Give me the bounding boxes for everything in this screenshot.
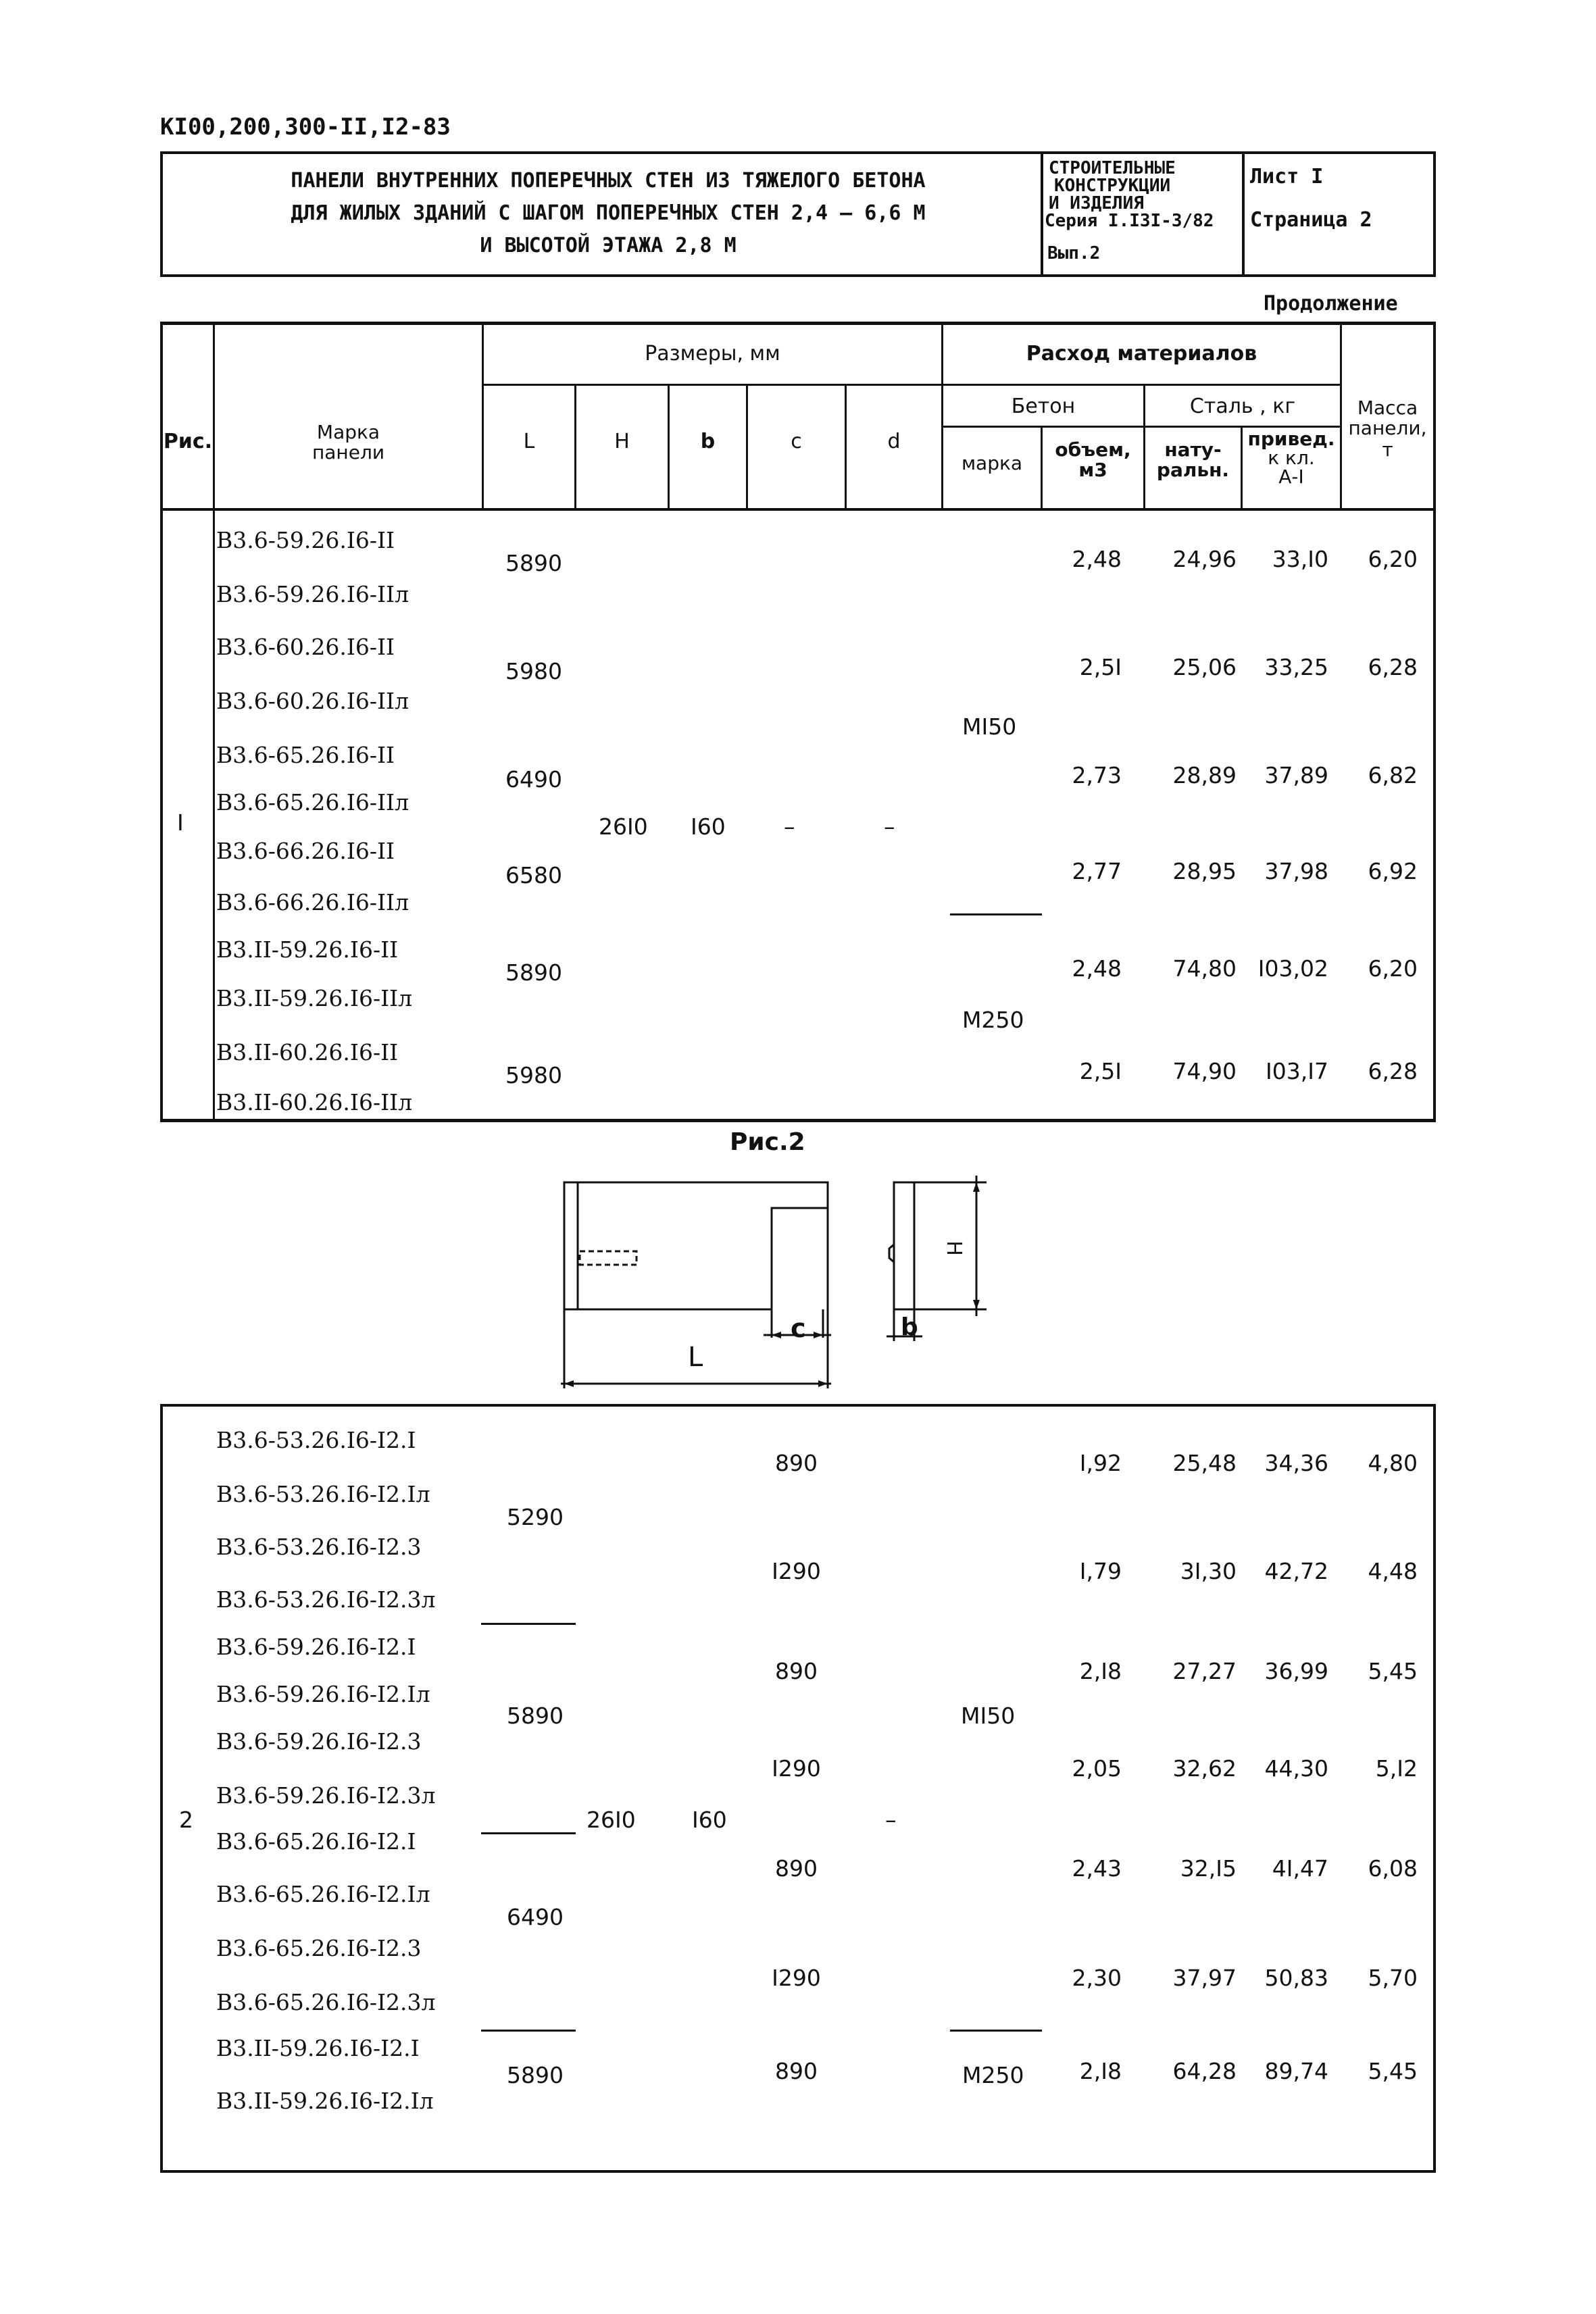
steel-reduced-value: 4I,47 <box>1272 1855 1328 1882</box>
list-item: В3.II-59.26.I6-II <box>216 936 399 963</box>
mass-value: 6,92 <box>1368 858 1418 884</box>
col-dimensions: Размеры, мм <box>645 342 780 366</box>
c-value: – <box>784 813 795 840</box>
list-item: В3.6-59.26.I6-I2.Iл <box>216 1681 430 1707</box>
mass-value: 5,70 <box>1368 1965 1418 1991</box>
title-line-3: И ВЫСОТОЙ ЭТАЖА 2,8 М <box>480 234 737 257</box>
steel-reduced-value: 37,89 <box>1264 762 1328 788</box>
c-value: I290 <box>772 1755 821 1782</box>
col-volume-l1: объем, <box>1055 438 1131 461</box>
mass-value: 6,20 <box>1368 955 1418 982</box>
col-fig: Рис. <box>163 430 213 453</box>
length-value: 5980 <box>505 658 562 684</box>
length-value: 5890 <box>505 959 562 986</box>
fig-number: I <box>177 809 184 836</box>
concrete-grade: М250 <box>962 2062 1024 2088</box>
col-grade: марка <box>961 452 1023 474</box>
volume-value: 2,I8 <box>1079 1658 1122 1684</box>
length-value: 5290 <box>507 1504 564 1530</box>
list-item: В3.II-59.26.I6-I2.I <box>216 2035 420 2061</box>
col-steel: Сталь , кг <box>1189 395 1296 418</box>
length-value: 6490 <box>505 766 562 793</box>
height-value: 26I0 <box>599 813 648 840</box>
mass-value: 6,82 <box>1368 762 1418 788</box>
length-value: 5890 <box>507 1703 564 1729</box>
list-item: В3.6-65.26.I6-I2.3 <box>216 1935 422 1961</box>
steel-natural-value: 27,27 <box>1172 1658 1237 1684</box>
volume-value: 2,48 <box>1072 955 1122 982</box>
panel-front-outline <box>564 1182 828 1309</box>
c-value: 890 <box>775 2058 818 2084</box>
table-border <box>160 1119 1436 1122</box>
list-item: В3.6-65.26.I6-I2.I <box>216 1828 416 1855</box>
continuation-label: Продолжение <box>1264 292 1398 316</box>
steel-natural-value: 28,89 <box>1172 762 1237 788</box>
c-value: 890 <box>775 1855 818 1882</box>
volume-value: 2,05 <box>1072 1755 1122 1782</box>
col-L: L <box>523 430 535 453</box>
panel-drawing <box>554 1169 1027 1399</box>
series-line-1: СТРОИТЕЛЬНЫЕ <box>1049 158 1176 178</box>
list-item: В3.6-65.26.I6-I2.3л <box>216 1989 436 2015</box>
list-item: В3.6-59.26.I6-IIл <box>216 581 409 607</box>
list-item: В3.6-59.26.I6-II <box>216 527 395 553</box>
d-value: – <box>884 813 895 840</box>
list-item: В3.6-59.26.I6-I2.3 <box>216 1728 422 1755</box>
volume-value: 2,5I <box>1079 1058 1122 1084</box>
steel-natural-value: 28,95 <box>1172 858 1237 884</box>
mass-value: 5,45 <box>1368 2058 1418 2084</box>
steel-reduced-value: 33,I0 <box>1272 546 1328 572</box>
concrete-grade: МI50 <box>961 1703 1016 1729</box>
list-item: В3.6-66.26.I6-IIл <box>216 889 409 915</box>
list-item: В3.II-60.26.I6-II <box>216 1039 399 1065</box>
volume-value: 2,48 <box>1072 546 1122 572</box>
steel-reduced-value: 42,72 <box>1264 1558 1328 1584</box>
list-item: В3.6-60.26.I6-IIл <box>216 688 409 714</box>
series-number: Серия I.I3I-3/82 <box>1045 211 1214 231</box>
steel-natural-value: 74,80 <box>1172 955 1237 982</box>
list-item: В3.6-59.26.I6-I2.3л <box>216 1782 436 1809</box>
concrete-grade: М250 <box>962 1007 1024 1033</box>
col-d: d <box>887 430 901 453</box>
col-natural-l1: нату- <box>1164 438 1222 461</box>
label-H: H <box>941 1240 966 1256</box>
col-b: b <box>700 430 716 453</box>
volume-value: 2,30 <box>1072 1965 1122 1991</box>
col-c: c <box>791 430 802 453</box>
mass-value: 5,I2 <box>1375 1755 1418 1782</box>
series-line-3: И ИЗДЕЛИЯ <box>1049 193 1144 213</box>
row-line <box>941 384 1340 386</box>
col-mark-l2: панели <box>311 441 385 463</box>
length-value: 5980 <box>505 1062 562 1088</box>
sheet-number: Лист I <box>1250 165 1324 188</box>
steel-natural-value: 64,28 <box>1172 2058 1237 2084</box>
list-item: В3.II-59.26.I6-IIл <box>216 985 413 1011</box>
title-divider <box>1041 151 1043 277</box>
col-volume-l2: м3 <box>1078 459 1107 481</box>
volume-value: 2,77 <box>1072 858 1122 884</box>
c-value: I290 <box>772 1558 821 1584</box>
c-value: 890 <box>775 1450 818 1476</box>
volume-value: I,92 <box>1079 1450 1122 1476</box>
steel-reduced-value: 44,30 <box>1264 1755 1328 1782</box>
steel-reduced-value: 50,83 <box>1264 1965 1328 1991</box>
mass-value: 6,08 <box>1368 1855 1418 1882</box>
concrete-grade: МI50 <box>962 713 1017 740</box>
list-item: В3.6-60.26.I6-II <box>216 634 395 660</box>
volume-value: 2,43 <box>1072 1855 1122 1882</box>
length-value: 5890 <box>507 2062 564 2088</box>
table-border <box>160 1404 163 2173</box>
volume-value: 2,I8 <box>1079 2058 1122 2084</box>
list-item: В3.6-59.26.I6-I2.I <box>216 1634 416 1660</box>
col-mass-l1: Масса <box>1357 397 1418 419</box>
steel-natural-value: 32,I5 <box>1180 1855 1237 1882</box>
mass-value: 6,28 <box>1368 654 1418 680</box>
table-border <box>1433 1404 1436 2173</box>
col-H: H <box>614 430 630 453</box>
mass-value: 6,20 <box>1368 546 1418 572</box>
steel-natural-value: 24,96 <box>1172 546 1237 572</box>
column-line <box>213 322 215 511</box>
length-divider <box>481 2030 576 2032</box>
length-value: 5890 <box>505 550 562 576</box>
table-border <box>160 1404 1436 1407</box>
label-c: c <box>791 1313 806 1343</box>
steel-reduced-value: 33,25 <box>1264 654 1328 680</box>
col-reduced-l3: А-I <box>1278 466 1304 488</box>
mass-value: 6,28 <box>1368 1058 1418 1084</box>
steel-reduced-value: 34,36 <box>1264 1450 1328 1476</box>
volume-value: 2,73 <box>1072 762 1122 788</box>
title-line-2: ДЛЯ ЖИЛЫХ ЗДАНИЙ С ШАГОМ ПОПЕРЕЧНЫХ СТЕН 2,4 – 6,6 М <box>291 201 926 225</box>
steel-reduced-value: I03,02 <box>1257 955 1328 982</box>
list-item: В3.6-65.26.I6-II <box>216 742 395 768</box>
thickness-value: I60 <box>691 813 726 840</box>
col-mass-l2: панели, <box>1348 417 1427 439</box>
d-value: – <box>885 1807 897 1833</box>
length-value: 6490 <box>507 1904 564 1930</box>
page-number: Страница 2 <box>1250 208 1372 232</box>
column-line <box>213 511 215 1122</box>
length-divider <box>481 1832 576 1834</box>
fig-number: 2 <box>179 1807 193 1833</box>
col-mark-l1: Марка <box>316 421 380 443</box>
volume-value: 2,5I <box>1079 654 1122 680</box>
mass-value: 4,48 <box>1368 1558 1418 1584</box>
steel-reduced-value: 89,74 <box>1264 2058 1328 2084</box>
document-code: КI00,200,300-II,I2-83 <box>160 114 451 141</box>
list-item: В3.6-66.26.I6-II <box>216 838 395 864</box>
height-value: 26I0 <box>587 1807 636 1833</box>
list-item: В3.6-53.26.I6-I2.I <box>216 1427 416 1453</box>
col-reduced-l1: привед. <box>1247 428 1335 450</box>
issue-number: Вып.2 <box>1047 243 1101 263</box>
col-reduced-l2: к кл. <box>1268 447 1315 469</box>
label-L: L <box>688 1342 703 1373</box>
col-concrete: Бетон <box>1011 395 1076 418</box>
col-natural-l2: ральн. <box>1156 459 1230 481</box>
col-materials: Расход материалов <box>1026 342 1257 366</box>
table-border <box>160 2170 1436 2173</box>
mass-value: 4,80 <box>1368 1450 1418 1476</box>
list-item: В3.6-53.26.I6-I2.3 <box>216 1534 422 1560</box>
steel-reduced-value: 36,99 <box>1264 1658 1328 1684</box>
title-line-1: ПАНЕЛИ ВНУТРЕННИХ ПОПЕРЕЧНЫХ СТЕН ИЗ ТЯЖЕЛОГО БЕТОНА <box>291 169 926 193</box>
steel-natural-value: 37,97 <box>1172 1965 1237 1991</box>
list-item: В3.6-53.26.I6-I2.Iл <box>216 1481 430 1507</box>
list-item: В3.II-59.26.I6-I2.Iл <box>216 2088 434 2114</box>
label-b: b <box>901 1313 918 1341</box>
panel-side-outline <box>894 1182 914 1309</box>
steel-natural-value: 32,62 <box>1172 1755 1237 1782</box>
length-value: 6580 <box>505 862 562 888</box>
list-item: В3.6-65.26.I6-I2.Iл <box>216 1881 430 1907</box>
grade-divider <box>950 913 1042 915</box>
volume-value: I,79 <box>1079 1558 1122 1584</box>
table-border <box>1433 322 1436 1122</box>
list-item: В3.II-60.26.I6-IIл <box>216 1089 413 1115</box>
length-divider <box>481 1623 576 1625</box>
thickness-value: I60 <box>692 1807 727 1833</box>
steel-reduced-value: 37,98 <box>1264 858 1328 884</box>
grade-divider <box>950 2030 1042 2032</box>
steel-natural-value: 3I,30 <box>1180 1558 1237 1584</box>
series-line-2: КОНСТРУКЦИИ <box>1054 176 1171 196</box>
mass-value: 5,45 <box>1368 1658 1418 1684</box>
steel-reduced-value: I03,I7 <box>1266 1058 1328 1084</box>
col-mass-l3: т <box>1382 438 1393 461</box>
table-border <box>160 322 1436 325</box>
list-item: В3.6-65.26.I6-IIл <box>216 789 409 815</box>
c-value: 890 <box>775 1658 818 1684</box>
header-separator <box>160 508 1436 511</box>
steel-natural-value: 74,90 <box>1172 1058 1237 1084</box>
steel-natural-value: 25,06 <box>1172 654 1237 680</box>
figure-caption: Рис.2 <box>730 1128 805 1156</box>
steel-natural-value: 25,48 <box>1172 1450 1237 1476</box>
title-divider <box>1242 151 1245 277</box>
c-value: I290 <box>772 1965 821 1991</box>
list-item: В3.6-53.26.I6-I2.3л <box>216 1586 436 1613</box>
row-line <box>482 384 941 386</box>
